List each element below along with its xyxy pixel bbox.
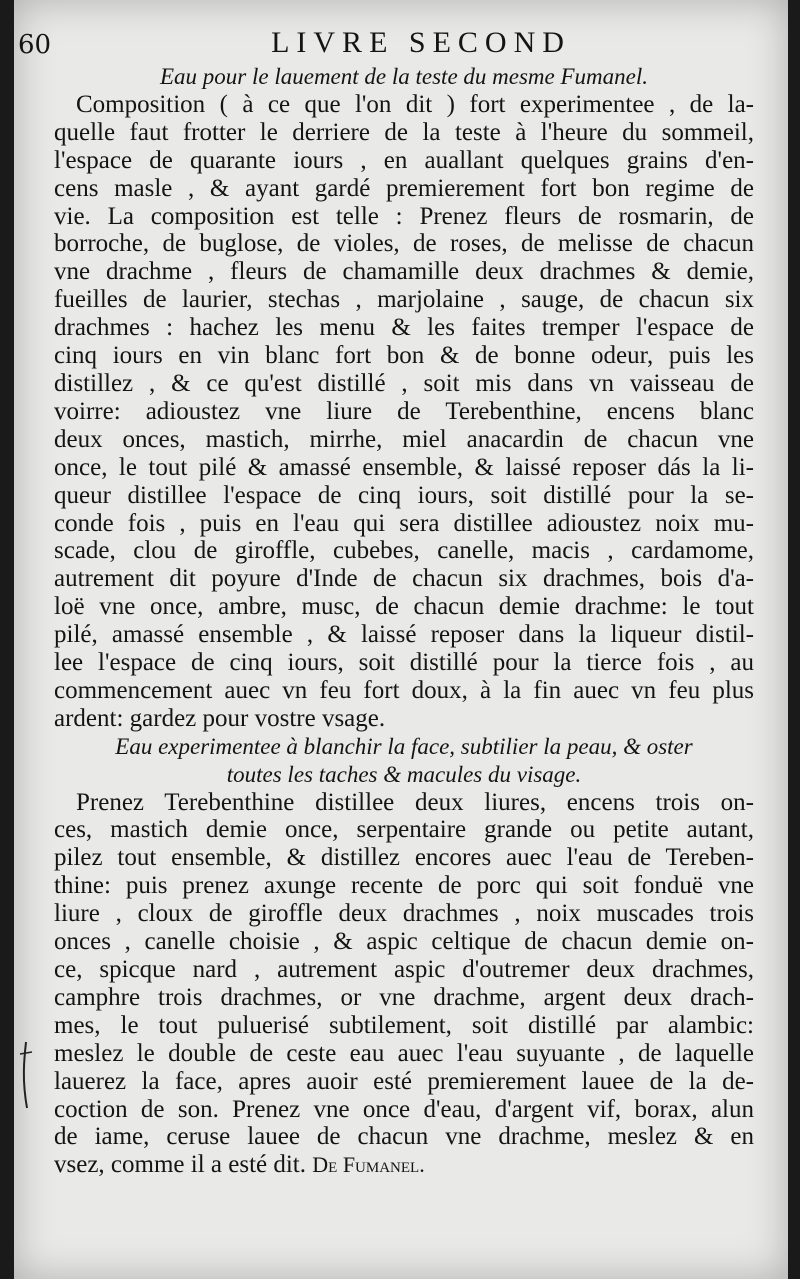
text-line: coction de son. Prenez vne once d'eau, d'argent vif, borax, alun (54, 1095, 754, 1123)
text-line: ardent: gardez pour vostre vsage. (54, 704, 386, 732)
text-line: vne drachme , fleurs de chamamille deux drachmes & demie, (54, 258, 754, 286)
text-line: ce, spicque nard , autrement aspic d'outremer deux drachmes, (54, 956, 754, 983)
text-line: fueilles de laurier, stechas , marjolaine , sauge, de chacun six (54, 286, 754, 314)
text-line: queur distillee l'espace de cinq iours, soit distillé pour la se- (54, 481, 754, 509)
text-line: once, le tout pilé & amassé ensemble, & laissé reposer dás la li- (54, 453, 754, 481)
book-page (14, 0, 788, 1279)
text-line: quelle faut frotter le derriere de la teste à l'heure du sommeil, (54, 118, 754, 146)
text-line: camphre trois drachmes, or vne drachme, argent deux drach- (54, 983, 754, 1011)
text-line: pilé, amassé ensemble , & laissé reposer dans la liqueur distil- (54, 621, 754, 649)
text-line: loë vne once, ambre, musc, de chacun demie drachme: le tout (54, 593, 754, 621)
text-line: lauerez la face, apres auoir esté premierement lauee de la de- (54, 1067, 754, 1095)
text-line: deux onces, mastich, mirrhe, miel anacardin de chacun vne (54, 425, 754, 453)
text-line: commencement auec vn feu fort doux, à la fin auec vn feu plus (54, 676, 754, 704)
page-number: 60 (18, 30, 52, 60)
text-line: Prenez Terebenthine distillee deux liures, encens trois on- (76, 788, 754, 816)
text-line: Composition ( à ce que l'on dit ) fort experimentee , de la- (76, 90, 754, 118)
text-line: cinq iours en vin blanc fort bon & de bonne odeur, puis les (54, 342, 754, 370)
section-title-line: Eau experimentee à blanchir la face, subtilier la peau, & oster (115, 733, 693, 759)
body-text (54, 63, 754, 1179)
text-line: liure , cloux de giroffle deux drachmes , noix muscades trois (54, 900, 754, 928)
text-line: vie. La composition est telle : Prenez fleurs de rosmarin, de (54, 202, 754, 230)
text-line: voirre: adioustez vne liure de Terebenthine, encens blanc (54, 397, 754, 425)
text-line: autrement dit poyure d'Inde de chacun six drachmes, bois d'a- (54, 565, 754, 593)
running-head: LIVRE SECOND (271, 26, 571, 59)
text-line-with-signature (54, 1151, 754, 1179)
text-line: thine: puis prenez axunge recente de porc qui soit fonduë vne (54, 872, 754, 900)
text-line: conde fois , puis en l'eau qui sera distillee adioustez noix mu- (54, 509, 754, 537)
text-line: pilez tout ensemble, & distillez encores auec l'eau de Tereben- (54, 844, 754, 872)
text-line: onces , canelle choisie , & aspic celtique de chacun demie on- (54, 928, 754, 956)
page-header (14, 20, 788, 60)
text-line: drachmes : hachez les menu & les faites tremper l'espace de (54, 314, 754, 342)
section-title-line: toutes les taches & macules du visage. (226, 761, 582, 787)
text-line: scade, clou de giroffle, cubebes, canelle, macis , cardamome, (54, 537, 754, 565)
margin-mark-icon (18, 1040, 34, 1110)
text-line: cens masle , & ayant gardé premierement fort bon regime de (54, 174, 754, 202)
text-line: l'espace de quarante iours , en auallant quelques grains d'en- (54, 146, 754, 174)
section-title: Eau pour le lauement de la teste du mesme Fumanel. (160, 64, 648, 89)
text-line: ces, mastich demie once, serpentaire grande ou petite autant, (54, 816, 754, 844)
text-line: distillez , & ce qu'est distillé , soit mis dans vn vaisseau de (54, 369, 754, 397)
text-line-end: vsez, comme il a esté dit. (54, 1151, 307, 1179)
text-line: lee l'espace de cinq iours, soit distillé pour la tierce fois , au (54, 649, 754, 677)
author-signature: De Fumanel. (312, 1152, 425, 1178)
text-line: borroche, de buglose, de violes, de roses, de melisse de chacun (54, 230, 754, 258)
text-line: mes, le tout puluerisé subtilement, soit distillé par alambic: (54, 1011, 754, 1039)
text-line: de iame, ceruse lauee de chacun vne drachme, meslez & en (54, 1123, 754, 1151)
text-line: meslez le double de ceste eau auec l'eau suyuante , de laquelle (54, 1039, 754, 1067)
